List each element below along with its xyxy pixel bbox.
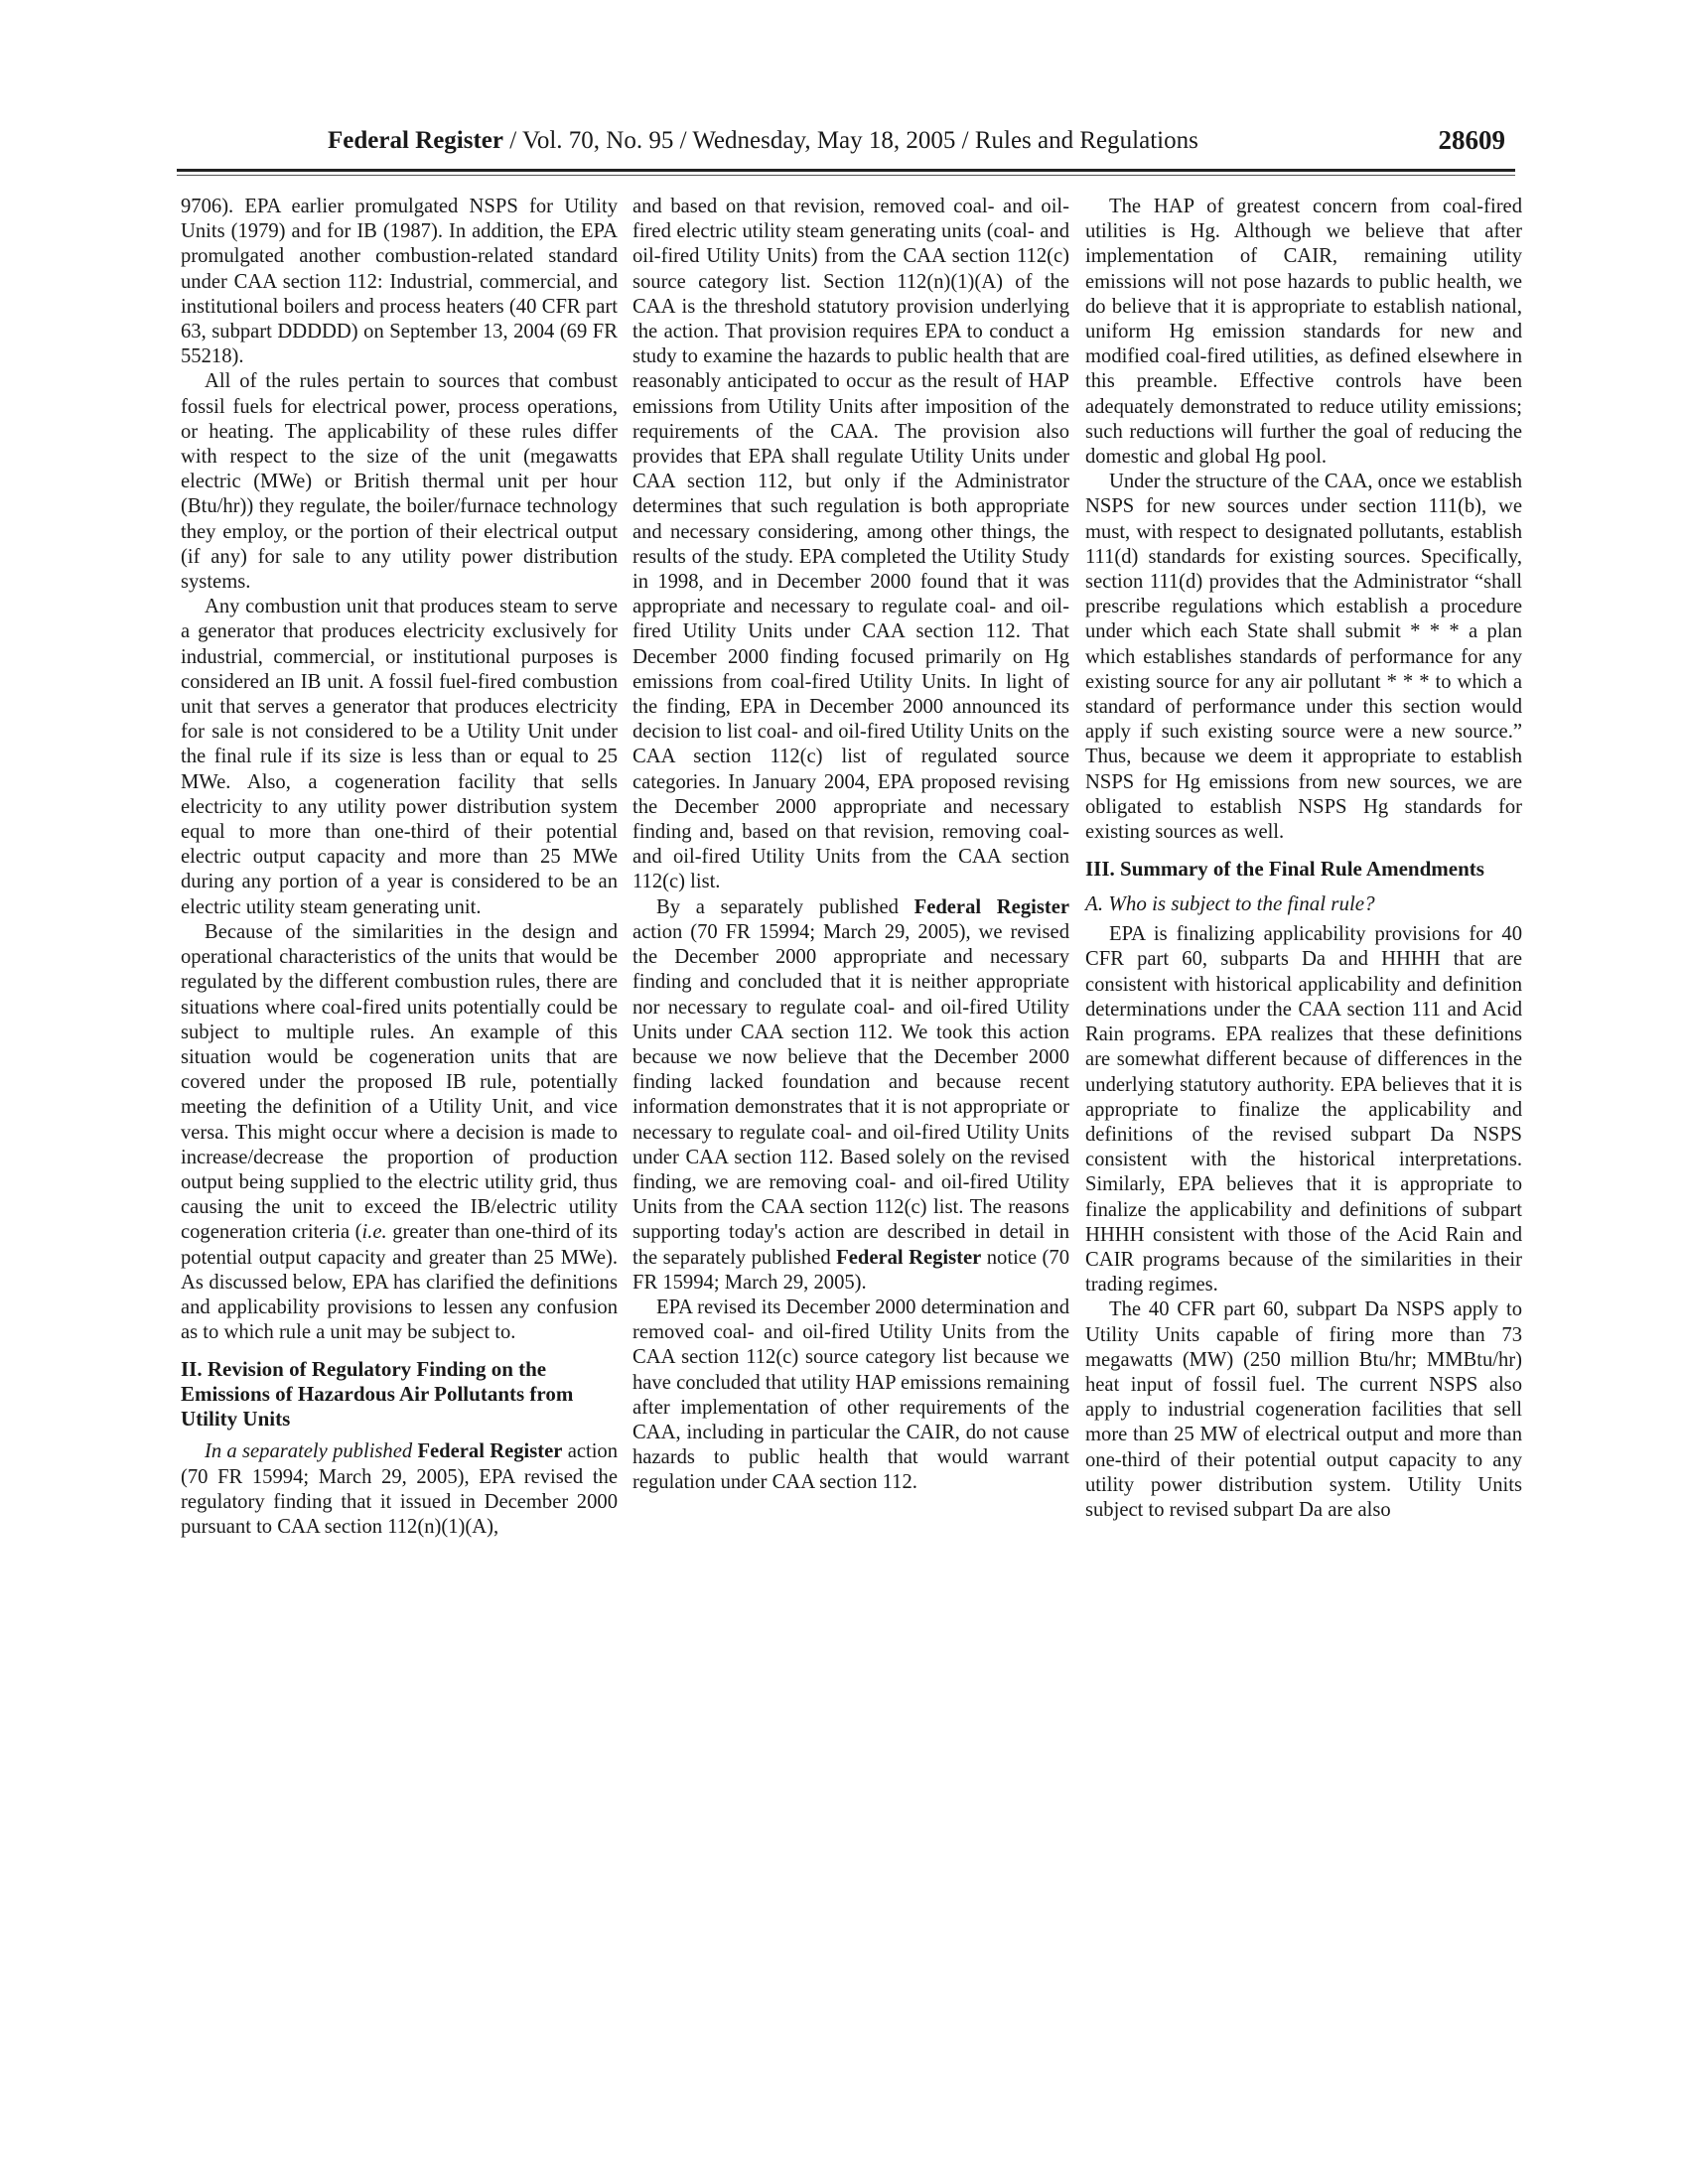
bold-run: Federal Register — [417, 1440, 563, 1463]
paragraph: and based on that revision, removed coal- and oil-fired electric utility steam generating units (coal- and oil-fired Utility Units) from the CAA section 112(c) source category list. Section 112(n)(1)(A) of the CAA is the threshold statutory provision underlying the action. That provision requires EPA to conduct a study to examine the hazards to public health that are reasonably anticipated to occur as the result of HAP emissions from Utility Units after imposition of the requirements of the CAA. The provision also provides that EPA shall regulate Utility Units under CAA section 112, but only if the Administrator determines that such regulation is both appropriate and necessary considering, among other things, the results of the study. EPA completed the Utility Study in 1998, and in December 2000 found that it was appropriate and necessary to regulate coal- and oil-fired Utility Units under CAA section 112. That December 2000 finding focused primarily on Hg emissions from coal-fired Utility Units. In light of the finding, EPA in December 2000 announced its decision to list coal- and oil-fired Utility Units on the CAA section 112(c) list of regulated source categories. In January 2004, EPA proposed revising the December 2000 appropriate and necessary finding and, based on that revision, removing coal- and oil-fired Utility Units from the CAA section 112(c) list. — [632, 196, 1069, 893]
paragraph: The HAP of greatest concern from coal-fired utilities is Hg. Although we believe that after implementation of CAIR, remaining utility emissions will not pose hazards to public health, we do believe that it is appropriate to establish national, uniform Hg emission standards for new and modified coal-fired utilities, as defined elsewhere in this preamble. Effective controls have been adequately demonstrated to reduce utility emissions; such reductions will further the goal of reducing the domestic and global Hg pool. — [1085, 196, 1522, 469]
issue-info: / Vol. 70, No. 95 / Wednesday, May 18, 2005 / Rules and Regulations — [503, 127, 1198, 154]
column-3 — [1085, 195, 1522, 1523]
text-run: notice (70 FR 15994; March 29, 2005). — [632, 1246, 1069, 1294]
column-1 — [181, 195, 618, 1540]
paragraph: All of the rules pertain to sources that combust fossil fuels for electrical power, process operations, or heating. The applicability of these rules differ with respect to the size of the unit (megawatts electric (MWe) or British thermal unit per hour (Btu/hr)) they regulate, the boiler/furnace technology they employ, or the portion of their electrical output (if any) for sale to any utility power distribution systems. — [181, 370, 618, 594]
header-rule-thin — [177, 175, 1515, 176]
header-title — [328, 127, 1198, 155]
paragraph: The 40 CFR part 60, subpart Da NSPS apply to Utility Units capable of firing more than 73 megawatts (MW) (250 million Btu/hr; MMBtu/hr) heat input of fossil fuel. The current NSPS also apply to industrial cogeneration facilities that sell more than 25 MW of electrical output and more than one-third of their potential output capacity to any utility power distribution system. Utility Units subject to revised subpart Da are also — [1085, 1298, 1522, 1521]
section-heading-ii: II. Revision of Regulatory Finding on the Emissions of Hazardous Air Pollutants from Utility Units — [181, 1357, 574, 1432]
text-run: Because of the similarities in the design and operational characteristics of the units that would be regulated by the different combustion rules, there are situations where coal-fired units potentially could be subject to multiple rules. An example of this situation would be cogeneration units that are covered under the proposed IB rule, potentially meeting the definition of a Utility Unit, and vice versa. This might occur where a decision is made to increase/decrease the proportion of production output being supplied to the electric utility grid, thus causing the unit to exceed the IB/electric utility cogeneration criteria ( — [181, 920, 618, 1244]
text-run: By a separately published — [656, 895, 914, 918]
section-heading-iii: III. Summary of the Final Rule Amendments — [1085, 857, 1484, 882]
paragraph — [181, 1439, 618, 1540]
paragraph — [181, 920, 618, 1345]
italic-run: i.e. — [361, 1221, 387, 1244]
subsection-heading-a: A. Who is subject to the final rule? — [1085, 891, 1375, 916]
page-number: 28609 — [1438, 125, 1505, 155]
publication-name: Federal Register — [328, 127, 504, 154]
text-run: greater than one-third of its potential output capacity and greater than 25 MWe). As discussed below, EPA has clarified the definitions and applicability provisions to lessen any confusion as to which rule a unit may be subject to. — [181, 1221, 619, 1344]
text-run: action (70 FR 15994; March 29, 2005), we revised the December 2000 appropriate and necessary finding and concluded that it is neither appropriate nor necessary to regulate coal- and oil-fired Utility Units under CAA section 112. We took this action because we now believe that the December 2000 finding lacked foundation and because recent information demonstrates that it is not appropriate or necessary to regulate coal- and oil-fired Utility Units under CAA section 112. Based solely on the revised finding, we are removing coal- and oil-fired Utility Units from the CAA section 112(c) list. The reasons supporting today's action are described in detail in the separately published — [632, 920, 1069, 1269]
italic-run: In a separately published — [205, 1440, 418, 1463]
paragraph: EPA revised its December 2000 determination and removed coal- and oil-fired Utility Units from the CAA section 112(c) source category list because we have concluded that utility HAP emissions remaining after implementation of other requirements of the CAA, including in particular the CAIR, do not cause hazards to public health that would warrant regulation under CAA section 112. — [632, 1296, 1069, 1494]
paragraph: Under the structure of the CAA, once we establish NSPS for new sources under section 111(b), we must, with respect to designated pollutants, establish 111(d) standards for existing sources. Specifically, section 111(d) provides that the Administrator “shall prescribe regulations which establish a procedure under which each State shall submit * * * a plan which establishes standards of performance for any existing source for any air pollutant * * * to which a standard of performance under this section would apply if such existing source were a new source.” Thus, because we deem it appropriate to establish NSPS for Hg emissions from new sources, we are obligated to establish NSPS Hg standards for existing sources as well. — [1085, 471, 1522, 844]
paragraph: EPA is finalizing applicability provisions for 40 CFR part 60, subparts Da and HHHH that are consistent with historical applicability and definition determinations under the CAA section 111 and Acid Rain programs. EPA realizes that these definitions are somewhat different because of differences in the underlying statutory authority. EPA believes that it is appropriate to finalize the applicability and definitions of the revised subpart Da NSPS consistent with the historical interpretations. Similarly, EPA believes that it is appropriate to finalize the applicability and definitions of subpart HHHH consistent with those of the Acid Rain and CAIR programs because of the similarities in their trading regimes. — [1085, 923, 1522, 1297]
page-header — [179, 123, 1505, 159]
header-rule — [177, 169, 1515, 172]
text-run: action (70 FR 15994; March 29, 2005), EPA revised the regulatory finding that it issued in December 2000 pursuant to CAA section 112(n)(1)(A), — [181, 1440, 619, 1538]
paragraph: Any combustion unit that produces steam to serve a generator that produces electricity exclusively for industrial, commercial, or institutional purposes is considered an IB unit. A fossil fuel-fired combustion unit that serves a generator that produces electricity for sale is not considered to be a Utility Unit under the final rule if its size is less than or equal to 25 MWe. Also, a cogeneration facility that sells electricity to any utility power distribution system equal to more than one-third of their potential electric output capacity and more than 25 MWe during any portion of a year is considered to be an electric utility steam generating unit. — [181, 596, 618, 918]
paragraph — [632, 895, 1069, 1296]
bold-run: Federal Register — [913, 895, 1069, 918]
paragraph: 9706). EPA earlier promulgated NSPS for Utility Units (1979) and for IB (1987). In addition, the EPA promulgated another combustion-related standard under CAA section 112: Industrial, commercial, and institutional boilers and process heaters (40 CFR part 63, subpart DDDDD) on September 13, 2004 (69 FR 55218). — [181, 196, 618, 368]
column-2 — [632, 195, 1069, 1496]
bold-run: Federal Register — [836, 1246, 982, 1269]
